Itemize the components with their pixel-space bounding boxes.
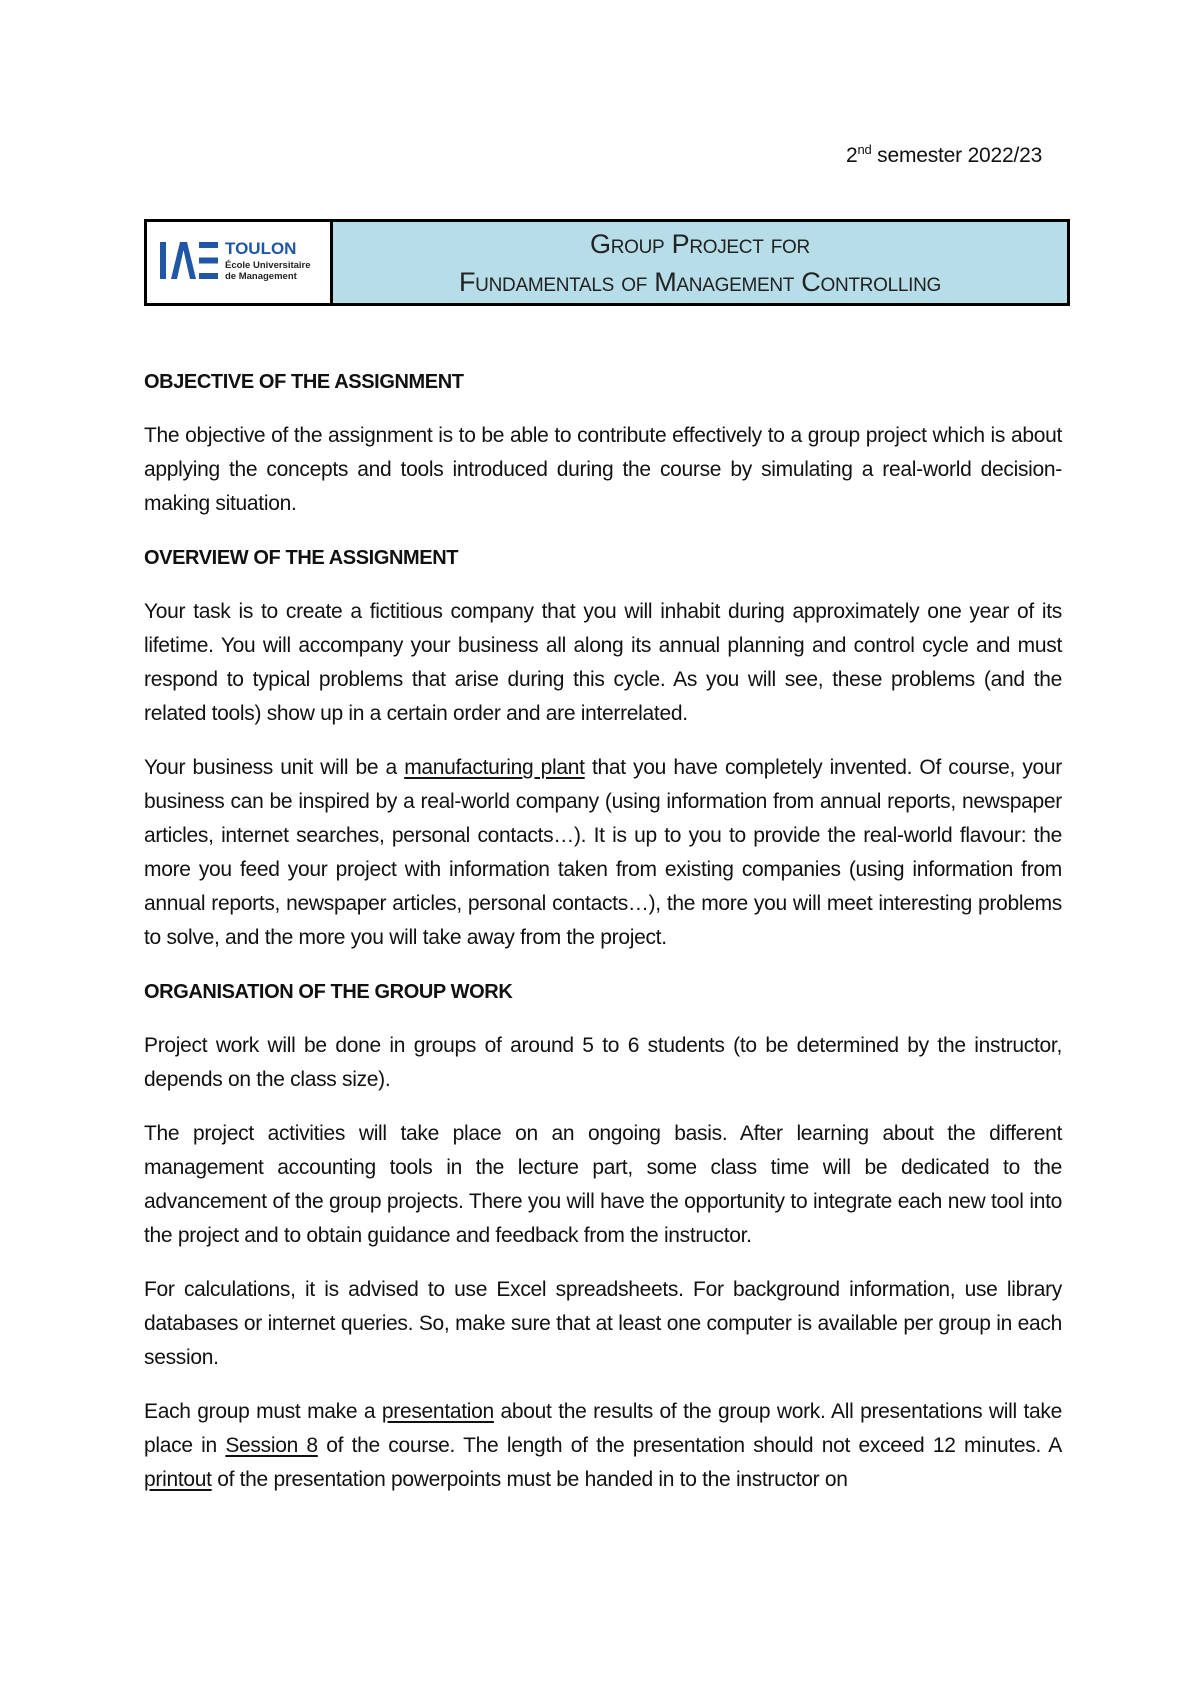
document-body [144,365,1062,1517]
semester-label: 2nd semester 2022/23 [846,142,1043,167]
logo-line2: de Management [225,271,297,282]
iae-logo-graphic [147,222,327,303]
objective-paragraph: The objective of the assignment is to be able to contribute effectively to a group project which is about applying the concepts and tools introduced during the course by simulating a real-world decision-making situation. [144,424,1062,515]
logo-line1: École Universitaire [225,260,311,271]
title-banner [144,219,1070,306]
overview-heading: OVERVIEW OF THE ASSIGNMENT [144,547,459,569]
title-line-1: Group Project for [590,228,810,259]
printout-underlined: printout [144,1468,212,1491]
iae-toulon-logo [147,222,333,303]
organisation-paragraph-4: Each group must make a presentation about the results of the group work. All presentations will take place in Session 8 of the course. The length of the presentation should not exceed 12 minutes. A printout of the presentation powerpoints must be handed in to the instructor on [144,1400,1062,1491]
title-line-2: Fundamentals of Management Controlling [458,266,941,297]
overview-paragraph-2: Your business unit will be a manufacturing plant that you have completely invented. Of course, your business can be inspired by a real-world company (using information from annual reports, newspaper articles, internet searches, personal contacts…). It is up to you to provide the real-world flavour: the more you feed your project with information taken from existing companies (using information from annual reports, newspaper articles, personal contacts…), the more you will meet interesting problems to solve, and the more you will take away from the project. [144,756,1062,949]
title-cell [333,222,1067,303]
session-8-underlined: Session 8 [225,1434,318,1457]
organisation-heading: ORGANISATION OF THE GROUP WORK [144,981,513,1003]
organisation-paragraph-2: The project activities will take place on an ongoing basis. After learning about the different management accounting tools in the lecture part, some class time will be dedicated to the advancement of the group projects. There you will have the opportunity to integrate each new tool into the project and to obtain guidance and feedback from the instructor. [144,1122,1062,1247]
overview-paragraph-1: Your task is to create a fictitious company that you will inhabit during approximately one year of its lifetime. You will accompany your business all along its annual planning and control cycle and must respond to typical problems that arise during this cycle. As you will see, these problems (and the related tools) show up in a certain order and are interrelated. [144,600,1062,725]
manufacturing-plant-underlined: manufacturing plant [404,756,585,779]
organisation-paragraph-3: For calculations, it is advised to use Excel spreadsheets. For background information, use library databases or internet queries. So, make sure that at least one computer is available per group in each session. [144,1278,1062,1369]
logo-name: TOULON [225,239,297,258]
organisation-paragraph-1: Project work will be done in groups of around 5 to 6 students (to be determined by the instructor, depends on the class size). [144,1034,1062,1091]
objective-heading: OBJECTIVE OF THE ASSIGNMENT [144,371,464,393]
presentation-underlined: presentation [381,1400,494,1423]
